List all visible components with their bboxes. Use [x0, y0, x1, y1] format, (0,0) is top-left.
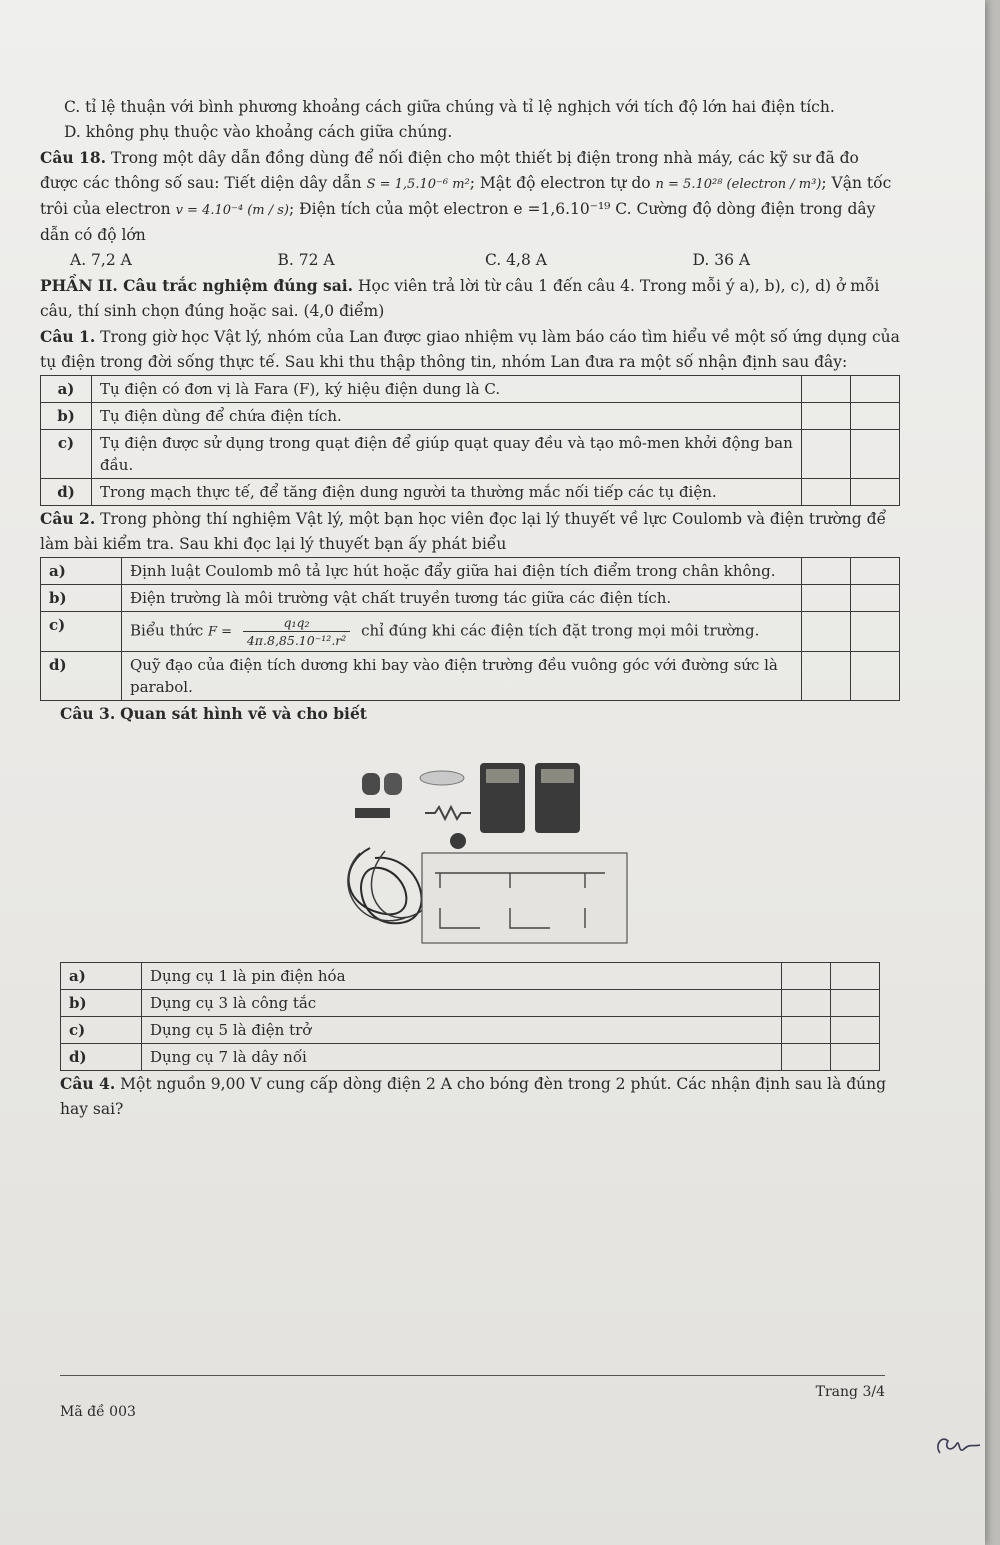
question-4-text: Một nguồn 9,00 V cung cấp dòng điện 2 A cho bóng đèn trong 2 phút. Các nhận định sau là đúng hay sai? — [60, 1075, 887, 1118]
false-answer-box[interactable] — [851, 376, 900, 403]
page-footer — [60, 1375, 885, 1420]
question-18-text2: ; Mật độ electron tự do — [469, 174, 651, 192]
question-3 — [40, 701, 900, 727]
page-number: Trang 3/4 — [815, 1384, 885, 1400]
option-d-text: D. không phụ thuộc vào khoảng cách giữa chúng. — [64, 123, 453, 141]
table-row — [41, 612, 900, 652]
row-statement: Dụng cụ 1 là pin điện hóa — [142, 963, 782, 990]
signature-mark — [930, 1425, 990, 1465]
formula-electron-density: n = 5.10²⁸ (electron / m³) — [655, 177, 822, 192]
row-key: b) — [41, 403, 92, 430]
question-3-table — [60, 962, 880, 1071]
question-1-label: Câu 1. — [40, 327, 96, 346]
true-answer-box[interactable] — [802, 585, 851, 612]
table-row — [41, 430, 900, 479]
question-3-label: Câu 3. — [60, 704, 116, 723]
question-18-label: Câu 18. — [40, 148, 107, 167]
false-answer-box[interactable] — [851, 403, 900, 430]
true-answer-box[interactable] — [782, 963, 831, 990]
coulomb-formula — [243, 614, 350, 649]
multimeter-screen-icon — [486, 769, 519, 783]
row-statement: Dụng cụ 3 là công tắc — [142, 990, 782, 1017]
probe-icon — [420, 771, 464, 785]
table-row — [41, 479, 900, 506]
false-answer-box[interactable] — [851, 652, 900, 701]
row-key: c) — [61, 1017, 142, 1044]
switch-icon — [355, 808, 390, 818]
formula-lhs: F = — [208, 624, 233, 640]
resistor-icon — [425, 807, 471, 819]
row-statement: Trong mạch thực tế, để tăng điện dung người ta thường mắc nối tiếp các tụ điện. — [92, 479, 802, 506]
true-answer-box[interactable] — [782, 1044, 831, 1071]
exam-page — [40, 95, 900, 1122]
part2-intro — [40, 273, 900, 324]
true-answer-box[interactable] — [802, 612, 851, 652]
row-statement: Tụ điện dùng để chứa điện tích. — [92, 403, 802, 430]
true-answer-box[interactable] — [802, 376, 851, 403]
question-2-text: Trong phòng thí nghiệm Vật lý, một bạn học viên đọc lại lý thuyết về lực Coulomb và điện trường để làm bài kiểm tra. Sau khi đọc lại lý thuyết bạn ấy phát biểu — [40, 510, 887, 553]
question-2-label: Câu 2. — [40, 509, 96, 528]
option-d: D. 36 A — [692, 251, 751, 269]
question-18 — [40, 145, 900, 248]
option-a: A. 7,2 A — [70, 251, 132, 269]
false-answer-box[interactable] — [851, 479, 900, 506]
table-row — [41, 376, 900, 403]
row-statement: Tụ điện được sử dụng trong quạt điện để giúp quạt quay đều và tạo mô-men khởi động ban đầu. — [92, 430, 802, 479]
formula-cross-section: S = 1,5.10⁻⁶ m² — [366, 177, 470, 192]
question-18-text3: ; Vận tốc trôi của electron — [40, 174, 892, 218]
question-1-text: Trong giờ học Vật lý, nhóm của Lan được giao nhiệm vụ làm báo cáo tìm hiểu về một số ứng dụng của tụ điện trong đời sống thực tế. Sau khi thu thập thông tin, nhóm Lan đưa ra một số nhận định sau đây: — [40, 328, 900, 371]
question-1-table — [40, 375, 900, 506]
row-key: d) — [61, 1044, 142, 1071]
question-3-text: Quan sát hình vẽ và cho biết — [120, 704, 367, 723]
question-18-options — [40, 248, 900, 273]
true-answer-box[interactable] — [782, 1017, 831, 1044]
row-statement: Dụng cụ 5 là điện trở — [142, 1017, 782, 1044]
lamp-icon — [450, 833, 466, 849]
row-statement: Tụ điện có đơn vị là Fara (F), ký hiệu điện dung là C. — [92, 376, 802, 403]
apparatus-figure — [40, 733, 900, 958]
multimeter-screen-icon-2 — [541, 769, 574, 783]
row-key: a) — [41, 376, 92, 403]
row-statement: Quỹ đạo của điện tích dương khi bay vào điện trường đều vuông góc với đường sức là parabol. — [122, 652, 802, 701]
row-key: d) — [41, 479, 92, 506]
row-key: d) — [41, 652, 122, 701]
row-key: b) — [41, 585, 122, 612]
table-row — [61, 1017, 880, 1044]
question-2-table — [40, 557, 900, 701]
true-answer-box[interactable] — [782, 990, 831, 1017]
table-row — [41, 403, 900, 430]
formula-prefix: Biểu thức — [130, 621, 204, 640]
false-answer-box[interactable] — [851, 558, 900, 585]
formula-denominator: 4π.8,85.10⁻¹².r² — [246, 633, 347, 648]
row-key: c) — [41, 430, 92, 479]
row-key: a) — [41, 558, 122, 585]
true-answer-box[interactable] — [802, 403, 851, 430]
question-18-text1: Trong một dây dẫn đồng dùng để nối điện cho một thiết bị điện trong nhà máy, các kỹ sư đã đo được các thông số sau: Tiết diện dây dẫn — [40, 149, 859, 192]
question-2 — [40, 506, 900, 557]
table-row — [61, 963, 880, 990]
table-row — [41, 558, 900, 585]
table-row — [61, 990, 880, 1017]
battery-pair-icon-2 — [384, 773, 402, 795]
formula-numerator: q₁q₂ — [243, 614, 350, 632]
true-answer-box[interactable] — [802, 479, 851, 506]
true-answer-box[interactable] — [802, 652, 851, 701]
formula-drift-velocity: v = 4.10⁻⁴ (m / s) — [175, 203, 290, 218]
table-row — [61, 1044, 880, 1071]
option-b: B. 72 A — [277, 251, 335, 269]
false-answer-box[interactable] — [831, 1017, 880, 1044]
false-answer-box[interactable] — [851, 585, 900, 612]
circuit-board-icon — [422, 853, 627, 943]
question-4-label: Câu 4. — [60, 1074, 116, 1093]
option-c: C. 4,8 A — [485, 251, 547, 269]
false-answer-box[interactable] — [831, 1044, 880, 1071]
table-row — [41, 652, 900, 701]
exam-code: Mã đề 003 — [60, 1404, 136, 1420]
false-answer-box[interactable] — [851, 612, 900, 652]
part2-heading: PHẦN II. Câu trắc nghiệm đúng sai. — [40, 276, 354, 295]
false-answer-box[interactable] — [831, 990, 880, 1017]
question-4 — [40, 1071, 900, 1122]
question-18-text4: ; Điện tích của một electron e =1,6.10⁻¹⁹ C. Cường độ dòng điện trong dây dẫn có độ lớn — [40, 200, 876, 244]
connecting-wires-icon-2 — [348, 851, 425, 921]
part2-text: Học viên trả lời từ câu 1 đến câu 4. Trong mỗi ý a), b), c), d) ở mỗi câu, thí sinh chọn đúng hoặc sai. (4,0 điểm) — [40, 277, 880, 320]
row-statement: Điện trường là môi trường vật chất truyền tương tác giữa các điện tích. — [122, 585, 802, 612]
row-key: a) — [61, 963, 142, 990]
row-statement: Định luật Coulomb mô tả lực hút hoặc đẩy giữa hai điện tích điểm trong chân không. — [122, 558, 802, 585]
option-c-text: C. tỉ lệ thuận với bình phương khoảng cách giữa chúng và tỉ lệ nghịch với tích độ lớn hai điện tích. — [64, 98, 835, 116]
battery-pair-icon — [362, 773, 380, 795]
formula-suffix: chỉ đúng khi các điện tích đặt trong mọi môi trường. — [361, 621, 760, 640]
apparatus-illustration — [40, 733, 900, 958]
false-answer-box[interactable] — [851, 430, 900, 479]
row-key: c) — [41, 612, 122, 652]
question-1 — [40, 324, 900, 375]
false-answer-box[interactable] — [831, 963, 880, 990]
row-statement — [122, 612, 802, 652]
true-answer-box[interactable] — [802, 430, 851, 479]
true-answer-box[interactable] — [802, 558, 851, 585]
row-statement: Dụng cụ 7 là dây nối — [142, 1044, 782, 1071]
row-key: b) — [61, 990, 142, 1017]
table-row — [41, 585, 900, 612]
